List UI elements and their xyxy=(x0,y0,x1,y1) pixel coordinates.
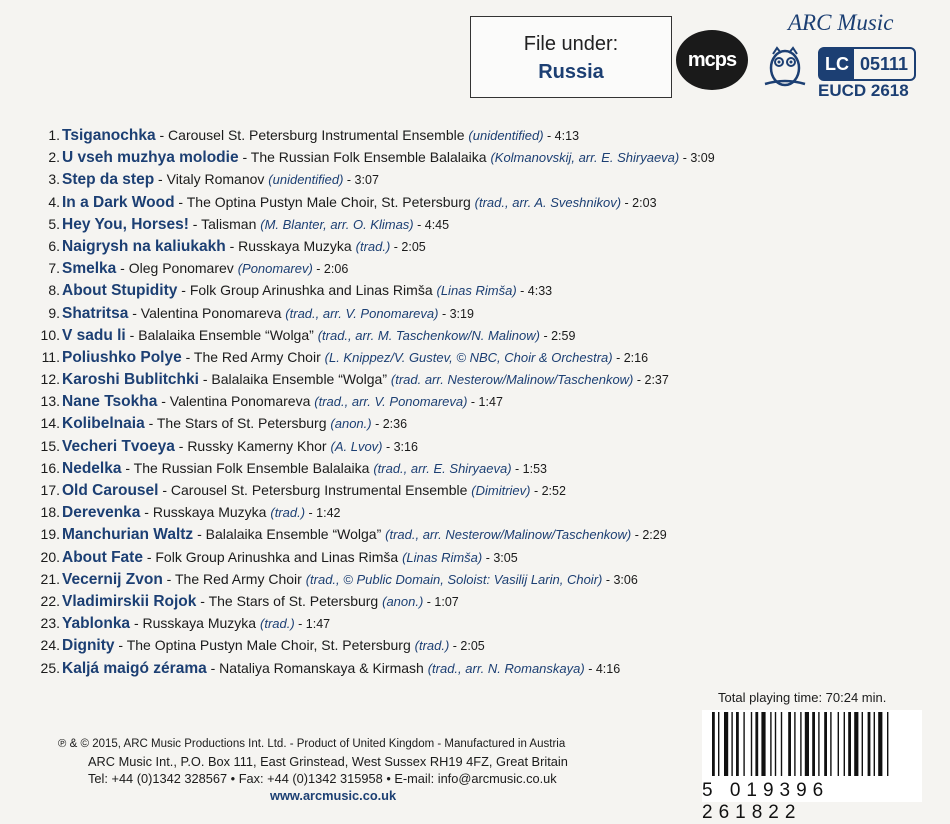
track-row xyxy=(0,168,920,190)
track-duration: - 4:33 xyxy=(516,284,553,299)
track-row xyxy=(0,124,920,146)
track-number: 5. xyxy=(48,215,60,232)
track-row xyxy=(0,523,920,545)
track-title: Poliushko Polye xyxy=(62,348,182,366)
track-row xyxy=(0,590,920,612)
track-number: 13. xyxy=(40,393,60,410)
track-credit: (trad., arr. E. Shiryaeva) xyxy=(373,460,512,476)
track-row xyxy=(0,302,920,324)
track-title: Nedelka xyxy=(62,459,122,477)
track-number: 12. xyxy=(40,371,60,388)
track-title: Naigrysh na kaliukakh xyxy=(62,237,226,255)
track-duration: - 1:42 xyxy=(305,506,341,521)
track-title: Old Carousel xyxy=(62,482,159,499)
track-artist: - Balalaika Ensemble “Wolga” xyxy=(198,371,391,388)
track-artist: - Valentina Ponomareva xyxy=(157,393,315,410)
track-title: Kolibelnaia xyxy=(62,415,145,433)
track-duration: - 2:59 xyxy=(539,328,576,343)
track-duration: - 2:16 xyxy=(612,350,649,365)
lc-number: 05111 xyxy=(860,53,909,74)
track-number: 10. xyxy=(40,326,60,343)
barcode-bar xyxy=(761,712,765,776)
track-artist: - Carousel St. Petersburg Instrumental Ensemble xyxy=(155,127,469,143)
track-title: Step da step xyxy=(62,171,155,189)
track-title: Yablonka xyxy=(62,615,131,633)
track-duration: - 2:06 xyxy=(312,262,349,277)
track-duration: - 2:36 xyxy=(371,417,408,432)
track-artist: - The Optina Pustyn Male Choir, St. Petersburg xyxy=(114,637,415,654)
track-number: 19. xyxy=(40,526,60,543)
barcode-bar xyxy=(824,712,827,776)
barcode-bar xyxy=(854,712,858,776)
barcode-bar xyxy=(724,712,728,776)
track-artist: - The Stars of St. Petersburg xyxy=(144,415,331,432)
track-number: 18. xyxy=(40,504,60,521)
track-number: 24. xyxy=(40,637,60,654)
address-line: ARC Music Int., P.O. Box 111, East Grinstead, West Sussex RH19 4FZ, Great Britain xyxy=(88,754,568,769)
barcode-bar xyxy=(887,712,888,776)
track-number: 3. xyxy=(48,171,60,188)
track-duration: - 4:45 xyxy=(413,217,450,232)
track-number: 15. xyxy=(40,437,60,454)
track-row xyxy=(0,235,920,257)
track-artist: - Russkaya Muzyka xyxy=(140,504,271,521)
barcode-bar xyxy=(812,712,815,776)
track-title: U vseh muzhya molodie xyxy=(62,149,239,167)
track-duration: - 4:16 xyxy=(584,661,621,676)
barcode-bar xyxy=(800,712,801,776)
track-row xyxy=(0,634,920,656)
track-credit: (anon.) xyxy=(330,416,372,432)
label-code-badge xyxy=(818,47,916,81)
track-number: 4. xyxy=(48,193,60,210)
track-row xyxy=(0,324,920,346)
track-title: Nane Tsokha xyxy=(62,393,158,411)
track-number: 2. xyxy=(48,149,60,166)
barcode-bar xyxy=(830,712,831,776)
track-artist: - Talisman xyxy=(188,215,261,232)
track-duration: - 4:13 xyxy=(543,129,580,143)
barcode-bar xyxy=(718,712,719,776)
barcode-bar xyxy=(848,712,851,776)
track-title: Vecernij Zvon xyxy=(62,570,163,588)
barcode-bar xyxy=(781,712,782,776)
track-credit: (trad., arr. V. Ponomareva) xyxy=(314,394,468,410)
barcode-bars xyxy=(710,712,920,776)
website-link[interactable]: www.arcmusic.co.uk xyxy=(270,788,397,803)
track-credit: (A. Lvov) xyxy=(330,438,383,454)
mcps-logo: mcps xyxy=(676,30,748,90)
track-number: 25. xyxy=(40,659,60,676)
barcode-bar xyxy=(805,712,809,776)
track-title: Derevenka xyxy=(62,504,141,522)
arc-music-logo xyxy=(760,10,940,100)
barcode-bar xyxy=(788,712,791,776)
track-artist: - Folk Group Arinushka and Linas Rimša xyxy=(177,282,437,299)
track-number: 21. xyxy=(40,570,60,587)
track-title: V sadu li xyxy=(62,326,126,344)
track-credit: (L. Knippez/V. Gustev, © NBC, Choir & Orchestra) xyxy=(324,349,613,365)
track-row xyxy=(0,257,920,279)
track-title: In a Dark Wood xyxy=(62,193,175,211)
track-row xyxy=(0,568,920,590)
file-under-label: File under: xyxy=(523,33,619,55)
track-title: Smelka xyxy=(62,260,117,278)
track-row xyxy=(0,213,920,235)
track-artist: - Russkaya Muzyka xyxy=(130,615,260,632)
track-number: 20. xyxy=(40,548,60,565)
track-artist: - Balalaika Ensemble “Wolga” xyxy=(193,526,386,543)
track-number: 22. xyxy=(40,592,60,609)
track-list xyxy=(0,124,920,679)
barcode xyxy=(702,710,922,823)
track-row xyxy=(0,657,920,679)
barcode-bar xyxy=(838,712,839,776)
barcode-bar xyxy=(874,712,875,776)
track-row xyxy=(0,279,920,301)
track-artist: - Oleg Ponomarev xyxy=(116,260,238,277)
track-title: Karoshi Bublitchki xyxy=(62,371,199,389)
track-duration: - 1:53 xyxy=(511,461,547,476)
track-duration: - 1:47 xyxy=(467,395,503,410)
track-row xyxy=(0,479,920,501)
track-credit: (Dimitriev) xyxy=(471,483,531,498)
track-credit: (Ponomarev) xyxy=(237,261,313,277)
barcode-bar xyxy=(736,712,739,776)
file-under-value: Russia xyxy=(538,61,604,83)
track-row xyxy=(0,368,920,390)
track-row xyxy=(0,546,920,568)
track-artist: - The Russian Folk Ensemble Balalaika xyxy=(121,459,374,476)
track-number: 1. xyxy=(48,127,60,143)
barcode-number: 5 019396 261822 xyxy=(702,780,830,823)
track-number: 16. xyxy=(40,459,60,476)
track-duration: - 3:05 xyxy=(482,550,518,565)
barcode-bar xyxy=(818,712,819,776)
barcode-bar xyxy=(731,712,732,776)
track-credit: (unidentified) xyxy=(268,172,344,188)
track-credit: (trad.) xyxy=(260,616,295,632)
track-artist: - Carousel St. Petersburg Instrumental Ensemble xyxy=(158,482,472,498)
track-number: 17. xyxy=(40,482,60,498)
barcode-bar xyxy=(878,712,882,776)
track-credit: (Linas Rimša) xyxy=(436,283,517,299)
track-artist: - The Stars of St. Petersburg xyxy=(196,592,383,609)
track-artist: - Nataliya Romanskaya & Kirmash xyxy=(206,659,428,676)
track-artist: - Valentina Ponomareva xyxy=(128,304,286,321)
track-row xyxy=(0,612,920,634)
track-title: Vecheri Tvoeya xyxy=(62,437,175,455)
track-credit: (unidentified) xyxy=(468,128,544,143)
track-duration: - 1:07 xyxy=(423,594,459,609)
track-duration: - 2:52 xyxy=(530,484,566,498)
track-title: About Fate xyxy=(62,548,143,566)
track-credit: (trad. arr. Nesterow/Malinow/Taschenkow) xyxy=(390,372,634,388)
track-title: About Stupidity xyxy=(62,282,178,300)
barcode-bar xyxy=(751,712,752,776)
track-artist: - The Optina Pustyn Male Choir, St. Petersburg xyxy=(174,193,475,210)
track-credit: (M. Blanter, arr. O. Klimas) xyxy=(260,216,414,232)
track-duration: - 3:19 xyxy=(438,306,474,321)
track-title: Shatritsa xyxy=(62,304,129,322)
track-title: Kaljá maigó zérama xyxy=(62,659,207,677)
track-duration: - 1:47 xyxy=(294,617,331,632)
track-row xyxy=(0,501,920,523)
track-credit: (trad., arr. V. Ponomareva) xyxy=(285,305,439,321)
catalog-number: EUCD 2618 xyxy=(818,81,909,100)
track-credit: (trad., arr. A. Sveshnikov) xyxy=(474,194,622,210)
track-artist: - Russkaya Muzyka xyxy=(225,237,356,254)
barcode-bar xyxy=(755,712,758,776)
barcode-bar xyxy=(712,712,715,776)
track-credit: (trad., arr. Nesterow/Malinow/Taschenkow) xyxy=(385,527,632,543)
track-duration: - 3:09 xyxy=(679,151,715,166)
lc-label: LC xyxy=(820,49,854,79)
track-duration: - 3:07 xyxy=(343,173,379,188)
track-duration: - 2:29 xyxy=(631,528,667,543)
track-credit: (trad.) xyxy=(414,638,450,654)
track-number: 6. xyxy=(48,237,60,254)
total-playing-time: Total playing time: 70:24 min. xyxy=(718,690,887,705)
track-artist: - Vitaly Romanov xyxy=(154,171,269,188)
track-number: 9. xyxy=(48,304,60,321)
track-row xyxy=(0,457,920,479)
track-artist: - The Russian Folk Ensemble Balalaika xyxy=(238,149,491,166)
track-artist: - The Red Army Choir xyxy=(162,570,306,587)
track-credit: (trad., © Public Domain, Soloist: Vasilij Larin, Choir) xyxy=(305,571,603,587)
barcode-bar xyxy=(844,712,845,776)
track-row xyxy=(0,346,920,368)
track-title: Dignity xyxy=(62,637,115,655)
copyright-line: ℗ & © 2015, ARC Music Productions Int. Ltd. - Product of United Kingdom - Manufactured in Austria xyxy=(58,738,566,750)
track-row xyxy=(0,146,920,168)
track-duration: - 3:16 xyxy=(382,439,418,454)
track-artist: - Russky Kamerny Khor xyxy=(174,437,331,454)
track-credit: (anon.) xyxy=(382,593,424,609)
track-duration: - 3:06 xyxy=(602,572,638,587)
track-number: 8. xyxy=(48,282,60,299)
track-title: Hey You, Horses! xyxy=(62,215,189,233)
barcode-bar xyxy=(868,712,871,776)
footer xyxy=(0,736,700,804)
track-row xyxy=(0,412,920,434)
track-artist: - Balalaika Ensemble “Wolga” xyxy=(125,326,318,343)
track-row xyxy=(0,435,920,457)
track-artist: - Folk Group Arinushka and Linas Rimša xyxy=(142,548,403,565)
track-credit: (Linas Rimša) xyxy=(402,549,483,565)
track-number: 7. xyxy=(48,260,60,277)
barcode-bar xyxy=(862,712,863,776)
track-row xyxy=(0,191,920,213)
track-title: Manchurian Waltz xyxy=(62,526,194,544)
track-duration: - 2:37 xyxy=(633,373,669,388)
track-title: Vladimirskii Rojok xyxy=(62,592,197,610)
track-artist: - The Red Army Choir xyxy=(181,348,325,365)
track-duration: - 2:05 xyxy=(449,639,485,654)
file-under-box xyxy=(470,16,672,98)
track-credit: (trad.) xyxy=(355,238,391,254)
track-credit: (trad., arr. M. Taschenkow/N. Malinow) xyxy=(317,327,540,343)
track-row xyxy=(0,390,920,412)
contact-line: Tel: +44 (0)1342 328567 • Fax: +44 (0)1342 315958 • E-mail: info@arcmusic.co.uk xyxy=(88,771,557,786)
arc-music-name: ARC Music xyxy=(788,10,894,35)
barcode-bar xyxy=(794,712,795,776)
barcode-bar xyxy=(770,712,771,776)
owl-icon xyxy=(760,40,810,90)
track-credit: (trad.) xyxy=(270,505,306,521)
track-number: 14. xyxy=(40,415,60,432)
track-credit: (Kolmanovskij, arr. E. Shiryaeva) xyxy=(490,150,680,166)
track-credit: (trad., arr. N. Romanskaya) xyxy=(427,660,585,676)
track-title: Tsiganochka xyxy=(62,127,156,144)
track-duration: - 2:05 xyxy=(390,239,426,254)
track-duration: - 2:03 xyxy=(621,195,657,210)
barcode-bar xyxy=(743,712,744,776)
track-number: 11. xyxy=(41,348,60,365)
barcode-bar xyxy=(775,712,776,776)
track-number: 23. xyxy=(40,615,60,632)
